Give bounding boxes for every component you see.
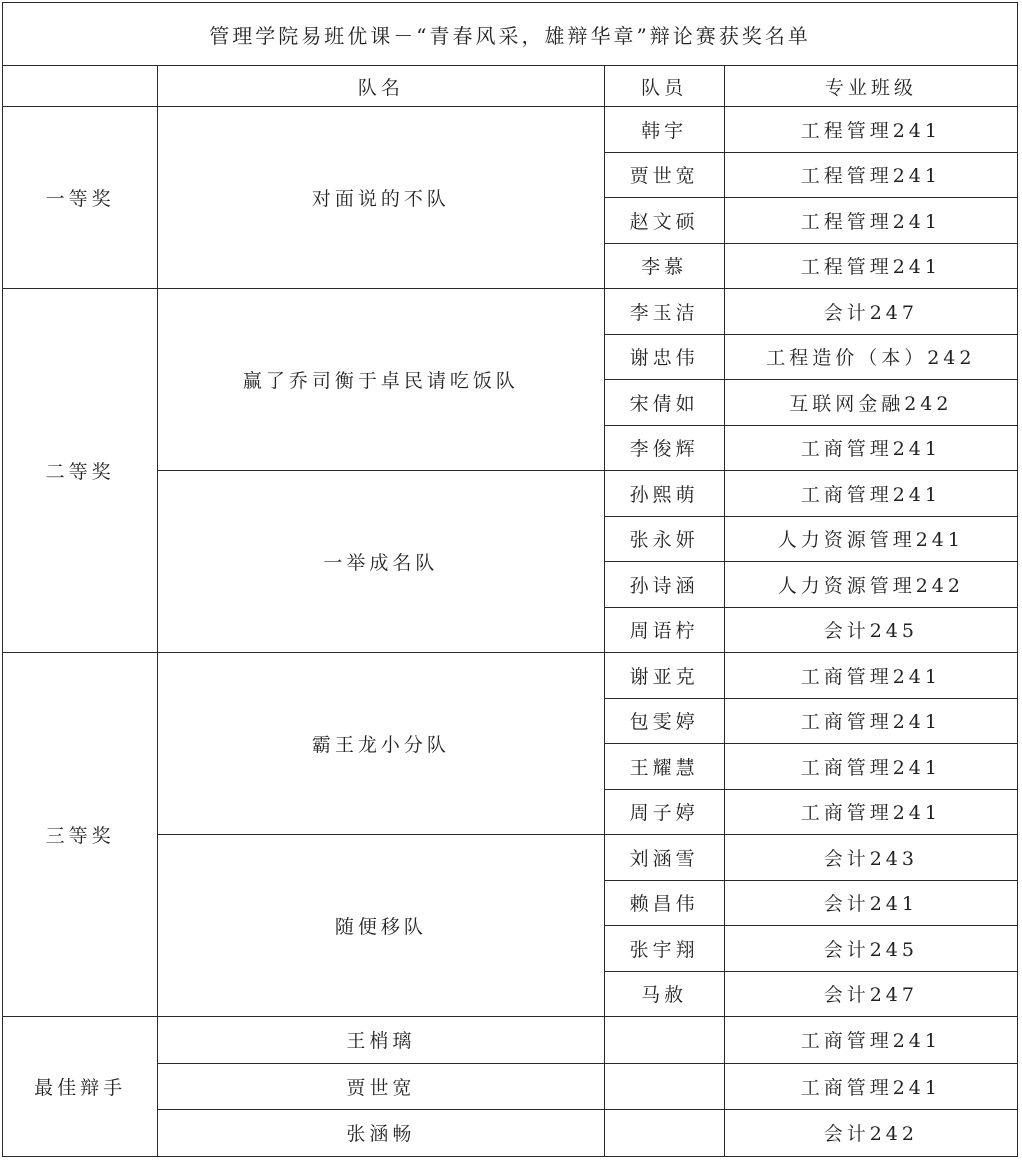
member-major-cell: 工商管理241 — [724, 744, 1017, 790]
best-debater-name-cell: 贾世宽 — [158, 1063, 604, 1110]
member-name-cell: 李俊辉 — [604, 425, 724, 471]
member-major-cell: 工程管理241 — [724, 198, 1017, 244]
member-major-cell: 工商管理241 — [724, 471, 1017, 517]
member-major-cell: 工程管理241 — [724, 107, 1017, 153]
member-major-cell: 会计247 — [724, 971, 1017, 1017]
member-name-cell: 孙熙萌 — [604, 471, 724, 517]
header-member: 队员 — [604, 66, 724, 107]
member-major-cell: 工商管理241 — [724, 653, 1017, 699]
member-major-cell: 工商管理241 — [724, 698, 1017, 744]
member-major-cell: 互联网金融242 — [724, 380, 1017, 426]
title-row — [3, 3, 1018, 66]
best-debater-award-cell: 最佳辩手 — [3, 1017, 158, 1157]
member-major-cell: 工商管理241 — [724, 789, 1017, 835]
member-name-cell: 刘涵雪 — [604, 835, 724, 881]
header-team: 队名 — [158, 66, 604, 107]
member-name-cell: 宋倩如 — [604, 380, 724, 426]
table-row — [3, 289, 1018, 335]
best-debater-empty-cell — [604, 1063, 724, 1110]
member-name-cell: 周语柠 — [604, 607, 724, 653]
member-major-cell: 会计241 — [724, 880, 1017, 926]
best-debater-empty-cell — [604, 1017, 724, 1064]
member-name-cell: 韩宇 — [604, 107, 724, 153]
team-name-cell: 赢了乔司衡于卓民请吃饭队 — [158, 289, 604, 471]
member-name-cell: 包雯婷 — [604, 698, 724, 744]
member-major-cell: 会计247 — [724, 289, 1017, 335]
member-name-cell: 谢忠伟 — [604, 334, 724, 380]
member-name-cell: 李慕 — [604, 243, 724, 289]
member-major-cell: 会计243 — [724, 835, 1017, 881]
member-name-cell: 谢亚克 — [604, 653, 724, 699]
header-major: 专业班级 — [724, 66, 1017, 107]
award-table — [2, 2, 1018, 1157]
header-row — [3, 66, 1018, 107]
award-level-cell: 一等奖 — [3, 107, 158, 289]
best-debater-major-cell: 工商管理241 — [724, 1063, 1017, 1110]
member-name-cell: 李玉洁 — [604, 289, 724, 335]
member-name-cell: 周子婷 — [604, 789, 724, 835]
member-major-cell: 工商管理241 — [724, 425, 1017, 471]
table-row — [3, 653, 1018, 699]
best-debater-empty-cell — [604, 1110, 724, 1157]
member-major-cell: 工程管理241 — [724, 243, 1017, 289]
member-name-cell: 贾世宽 — [604, 152, 724, 198]
table-row — [3, 107, 1018, 153]
member-name-cell: 张永妍 — [604, 516, 724, 562]
team-name-cell: 对面说的不队 — [158, 107, 604, 289]
award-level-cell: 二等奖 — [3, 289, 158, 653]
member-name-cell: 赖昌伟 — [604, 880, 724, 926]
best-debater-name-cell: 张涵畅 — [158, 1110, 604, 1157]
member-major-cell: 工程造价（本）242 — [724, 334, 1017, 380]
best-debater-row — [3, 1017, 1018, 1064]
member-name-cell: 马赦 — [604, 971, 724, 1017]
award-level-cell: 三等奖 — [3, 653, 158, 1017]
table-title: 管理学院易班优课－“青春风采，雄辩华章”辩论赛获奖名单 — [3, 3, 1018, 66]
member-major-cell: 人力资源管理241 — [724, 516, 1017, 562]
award-list-sheet — [2, 2, 1018, 1157]
best-debater-major-cell: 会计242 — [724, 1110, 1017, 1157]
team-name-cell: 霸王龙小分队 — [158, 653, 604, 835]
member-major-cell: 会计245 — [724, 607, 1017, 653]
member-name-cell: 张宇翔 — [604, 926, 724, 972]
member-name-cell: 王耀慧 — [604, 744, 724, 790]
best-debater-major-cell: 工商管理241 — [724, 1017, 1017, 1064]
member-major-cell: 人力资源管理242 — [724, 562, 1017, 608]
member-name-cell: 赵文硕 — [604, 198, 724, 244]
member-major-cell: 工程管理241 — [724, 152, 1017, 198]
team-name-cell: 随便移队 — [158, 835, 604, 1017]
header-award — [3, 66, 158, 107]
member-name-cell: 孙诗涵 — [604, 562, 724, 608]
member-major-cell: 会计245 — [724, 926, 1017, 972]
team-name-cell: 一举成名队 — [158, 471, 604, 653]
best-debater-name-cell: 王梢璃 — [158, 1017, 604, 1064]
